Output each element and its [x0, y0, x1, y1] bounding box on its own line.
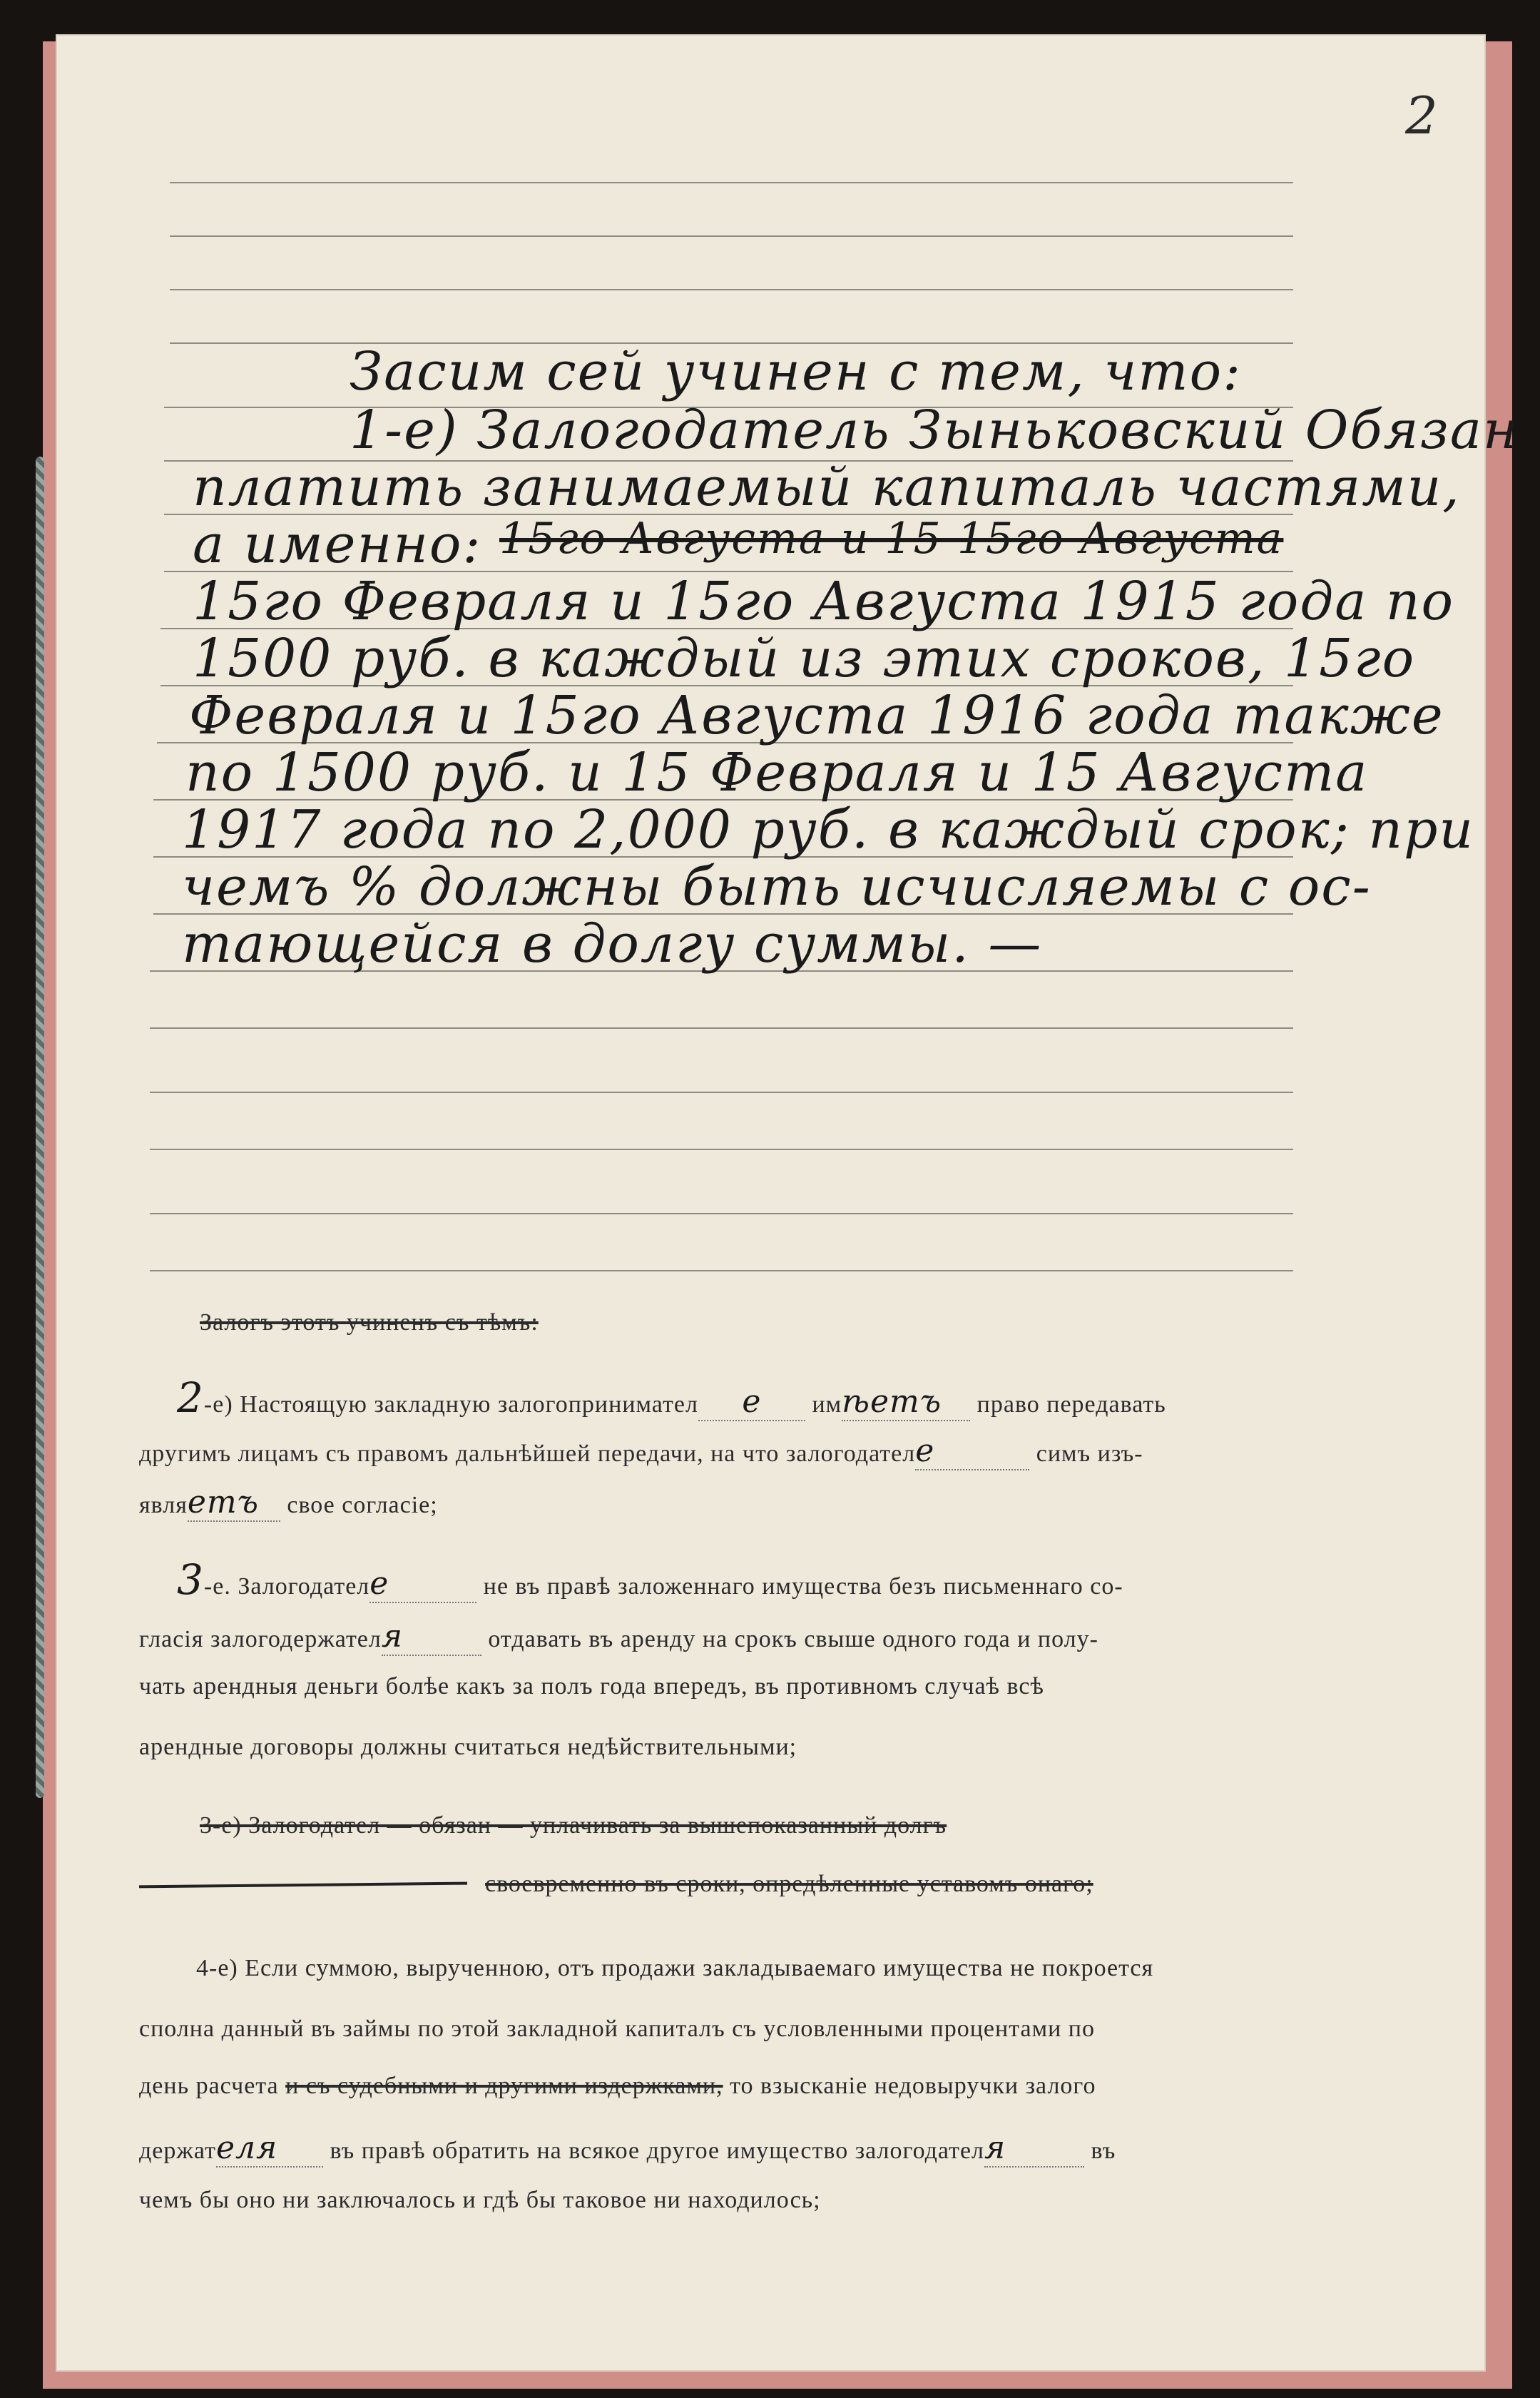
page-number: 2 [1405, 86, 1438, 146]
ruled-line [170, 235, 1293, 237]
ruled-line [170, 289, 1293, 290]
struck-header: Залогъ этотъ учиненъ съ тѣмъ: [200, 1309, 539, 1336]
item-2-line-1: 2-е) Настоящую закладную залогопринимател е имѣетъ право передавать [177, 1373, 1166, 1422]
item-3-line-4: арендные договоры должны считаться недѣйствительными; [139, 1734, 797, 1760]
ruled-line [150, 1092, 1293, 1093]
handwritten-line-6: 1500 руб. в каждый из этих сроков, 15го [193, 628, 1416, 689]
binding-thread [36, 457, 44, 1798]
item-2-line-2: другимъ лицамъ съ правомъ дальнѣйшей передачи, на что залогодателе симъ изъ- [139, 1433, 1143, 1469]
item-3-line-3: чать арендныя деньги болѣе какъ за полъ года впередъ, въ противномъ случаѣ всѣ [139, 1673, 1044, 1700]
handwritten-line-3: платить занимаемый капиталь частями, [193, 457, 1461, 518]
ruled-line [150, 1213, 1293, 1214]
ruled-line [150, 1270, 1293, 1271]
item-2-number: 2 [177, 1373, 204, 1422]
handwritten-struck-dates: 15го Августа и 15 15го Августа [499, 514, 1284, 564]
handwritten-line-8: по 1500 руб. и 15 Февраля и 15 Августа [185, 742, 1369, 803]
handwritten-line-1: Засим сей учинен с тем, что: [350, 341, 1243, 402]
item-3-struck-line-2: своевременно въ сроки, опредѣленные уставомъ онаго; [485, 1871, 1093, 1897]
handwritten-line-10: чемъ % должны быть исчисляемы с ос- [182, 856, 1372, 918]
handwritten-line-11: тающейся в долгу суммы. — [182, 913, 1043, 975]
item-4-line-3: день расчета и съ судебными и другими издержками, то взысканіе недовыручки залого [139, 2073, 1096, 2099]
item-4-line-1: 4-е) Если суммою, вырученною, отъ продажи закладываемаго имущества не покроется [196, 1955, 1154, 1981]
item-3-line-2: гласія залогодержателя отдавать въ аренду на срокъ свыше одного года и полу- [139, 1618, 1098, 1655]
handwritten-line-7: Февраля и 15го Августа 1916 года также [189, 685, 1444, 746]
item-3-struck-line-1: 3-е) Залогодател — обязан — уплачивать за вышепоказанный долгъ [200, 1812, 947, 1839]
item-4-line-5: чемъ бы оно ни заключалось и гдѣ бы таковое ни находилось; [139, 2187, 821, 2213]
handwritten-line-9: 1917 года по 2,000 руб. в каждый срок; при [182, 799, 1475, 860]
item-4-line-4: держателя въ правѣ обратить на всякое другое имущество залогодателя въ [139, 2130, 1116, 2166]
handwritten-line-4: а именно: [193, 514, 482, 575]
ruled-line [150, 1149, 1293, 1150]
handwritten-line-2: 1-е) Залогодатель Зыньковский Обязан [350, 400, 1519, 461]
item-4-line-2: сполна данный въ займы по этой закладной капиталъ съ условленными процентами по [139, 2016, 1095, 2042]
item-2-line-3: являетъ свое согласіе; [139, 1484, 438, 1520]
item-3-number: 3 [177, 1555, 204, 1604]
item-4-struck-phrase: и съ судебными и другими издержками, [285, 2073, 723, 2099]
handwritten-line-5: 15го Февраля и 15го Августа 1915 года по [193, 571, 1455, 632]
item-3-line-1: 3-е. Залогодателе не въ правѣ заложеннаго имущества безъ письменнаго со- [177, 1555, 1123, 1604]
ruled-line [150, 1027, 1293, 1029]
ruled-line [170, 182, 1293, 183]
